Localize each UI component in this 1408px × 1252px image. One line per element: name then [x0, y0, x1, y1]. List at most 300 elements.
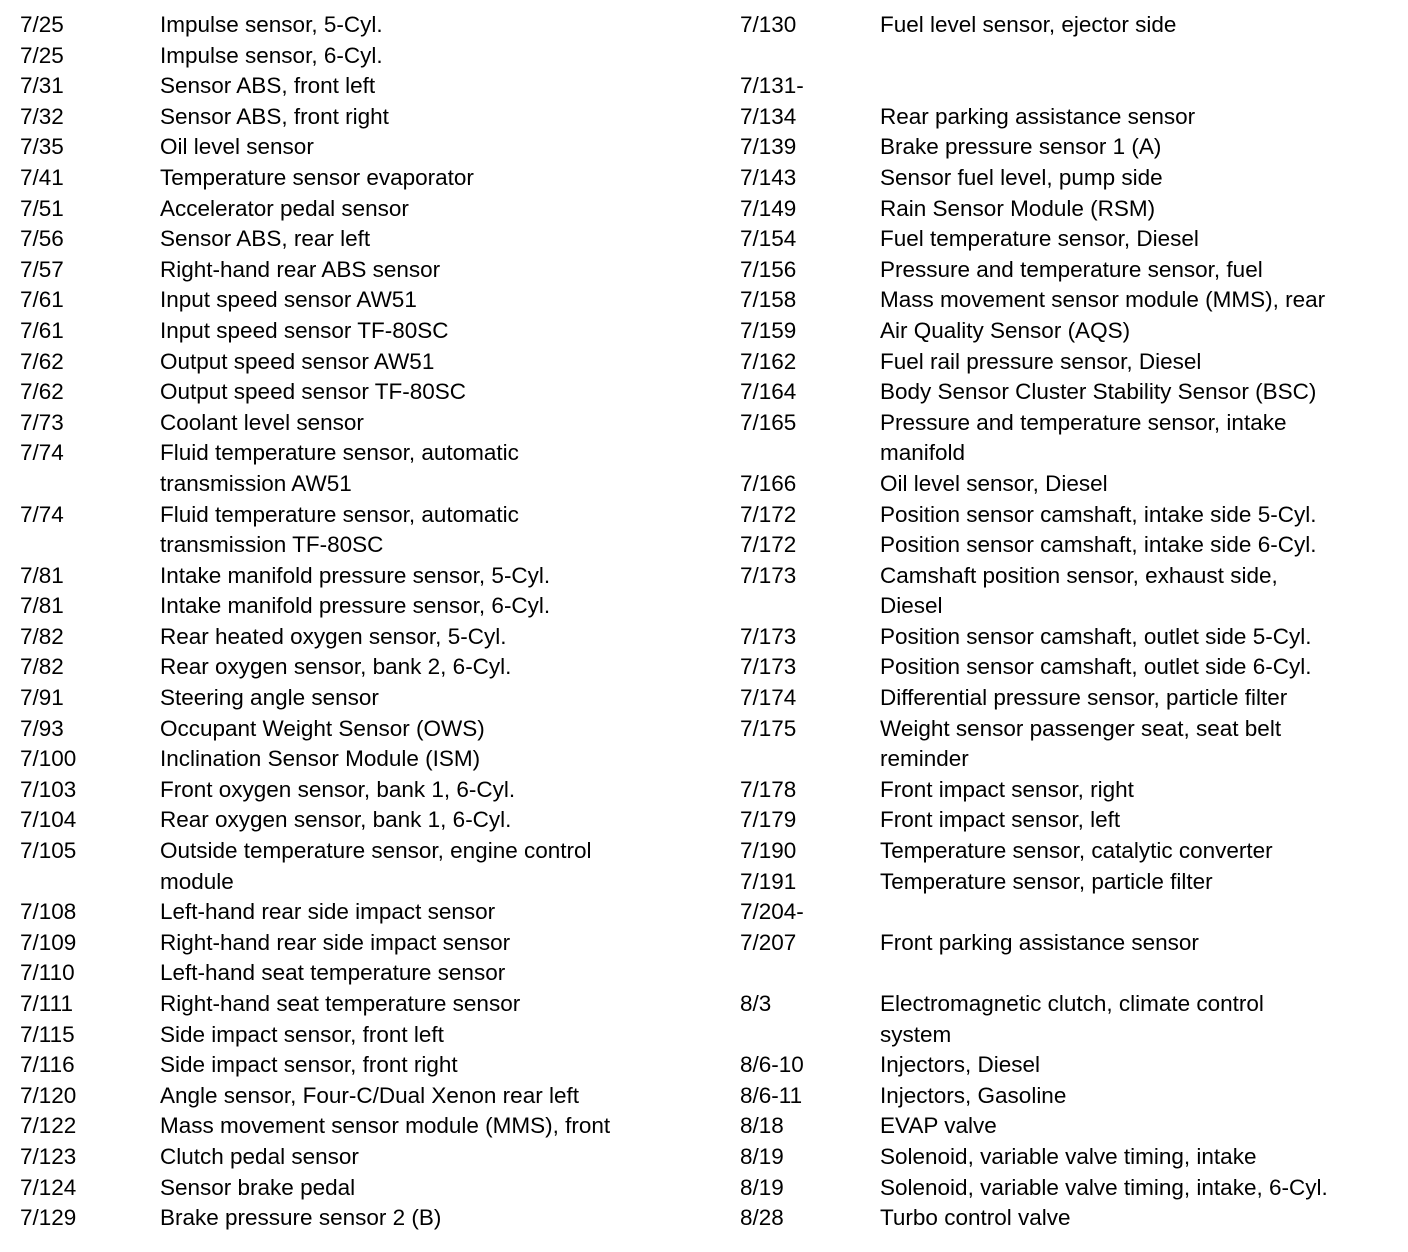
- description-line: Output speed sensor TF-80SC: [160, 379, 466, 405]
- list-item: [740, 102, 1400, 133]
- description-line: Accelerator pedal sensor: [160, 195, 409, 221]
- description-line: Coolant level sensor: [160, 409, 364, 435]
- component-description: [880, 194, 1400, 225]
- description-line: Sensor ABS, front left: [160, 73, 376, 99]
- description-line: Rear parking assistance sensor: [880, 103, 1196, 129]
- component-code: 7/82: [20, 654, 64, 680]
- component-description: [160, 683, 720, 714]
- component-code: 7/116: [20, 1052, 75, 1078]
- component-description: [160, 714, 720, 745]
- list-item: [740, 958, 1400, 989]
- component-description: [880, 224, 1400, 255]
- component-description: [160, 1173, 720, 1204]
- component-code: 8/3: [740, 991, 772, 1016]
- component-description: [160, 1020, 720, 1051]
- component-description: [160, 438, 720, 499]
- description-line: Rear oxygen sensor, bank 1, 6-Cyl.: [160, 807, 512, 833]
- component-description: [880, 132, 1400, 163]
- list-item: [20, 591, 720, 622]
- list-item: [20, 1173, 720, 1204]
- description-line: transmission TF-80SC: [160, 532, 384, 558]
- list-item: [20, 316, 720, 347]
- description-line: Air Quality Sensor (AQS): [880, 317, 1131, 343]
- component-code: 7/93: [20, 715, 64, 741]
- description-line: Injectors, Gasoline: [880, 1082, 1067, 1108]
- component-description: [880, 989, 1400, 1050]
- component-description: [160, 744, 720, 775]
- component-description: [160, 377, 720, 408]
- list-item: [740, 561, 1400, 622]
- list-item: [20, 285, 720, 316]
- list-item: [740, 224, 1400, 255]
- component-code: [740, 958, 880, 989]
- description-line: Sensor brake pedal: [160, 1174, 356, 1200]
- component-description: [160, 71, 720, 102]
- component-code: 7/174: [740, 685, 797, 711]
- description-line: Input speed sensor AW51: [160, 287, 417, 313]
- list-item: [20, 775, 720, 806]
- description-line: Fuel temperature sensor, Diesel: [880, 226, 1199, 252]
- list-item: [20, 561, 720, 592]
- list-item: [20, 1203, 720, 1234]
- list-item: [740, 530, 1400, 561]
- component-description: [160, 1111, 720, 1142]
- component-code: 7/91: [20, 685, 64, 711]
- description-line: [880, 897, 1400, 928]
- description-line: Fluid temperature sensor, automatic: [160, 440, 519, 466]
- component-description: [160, 1142, 720, 1173]
- list-item: [740, 897, 1400, 928]
- list-item: [20, 194, 720, 225]
- component-code: 8/19: [740, 1143, 784, 1169]
- component-code: 7/62: [20, 348, 64, 374]
- list-item: [20, 163, 720, 194]
- component-code: 7/173: [740, 562, 797, 588]
- description-line: Left-hand rear side impact sensor: [160, 899, 496, 925]
- list-item: [20, 224, 720, 255]
- list-item: [20, 10, 720, 41]
- component-description: [160, 622, 720, 653]
- component-code: 7/25: [20, 12, 64, 37]
- component-code: 7/139: [740, 134, 797, 160]
- component-description: [880, 714, 1400, 775]
- list-item: [20, 622, 720, 653]
- component-code: 7/81: [20, 562, 64, 588]
- description-line: Brake pressure sensor 1 (A): [880, 134, 1162, 160]
- list-item: [20, 408, 720, 439]
- list-item: [20, 958, 720, 989]
- description-line: Mass movement sensor module (MMS), front: [160, 1113, 611, 1139]
- description-line: Temperature sensor, particle filter: [880, 868, 1213, 894]
- list-item: [740, 1111, 1400, 1142]
- description-line: Angle sensor, Four-C/Dual Xenon rear left: [160, 1082, 579, 1108]
- description-line: Side impact sensor, front left: [160, 1021, 444, 1047]
- description-line: Position sensor camshaft, outlet side 6-Cyl.: [880, 654, 1312, 680]
- list-item: [740, 805, 1400, 836]
- component-description: [160, 41, 720, 72]
- description-line: Position sensor camshaft, outlet side 5-Cyl.: [880, 623, 1312, 649]
- description-line: manifold: [880, 440, 966, 466]
- list-item: [20, 132, 720, 163]
- component-description: [880, 928, 1400, 959]
- description-line: Electromagnetic clutch, climate control: [880, 991, 1264, 1016]
- left-column: [20, 10, 720, 1234]
- component-description: [160, 928, 720, 959]
- component-description: [160, 10, 720, 41]
- component-code: 8/18: [740, 1113, 784, 1139]
- component-description: [880, 805, 1400, 836]
- list-item: [740, 683, 1400, 714]
- description-line: Occupant Weight Sensor (OWS): [160, 715, 485, 741]
- component-code: 8/19: [740, 1174, 784, 1200]
- description-line: Fuel level sensor, ejector side: [880, 12, 1177, 37]
- component-description: [160, 316, 720, 347]
- list-item: [20, 1020, 720, 1051]
- component-description: [880, 1050, 1400, 1081]
- list-item: [740, 41, 1400, 72]
- component-description: [880, 958, 1400, 989]
- description-line: Brake pressure sensor 2 (B): [160, 1205, 442, 1231]
- component-description: [880, 71, 1400, 102]
- description-line: Rear heated oxygen sensor, 5-Cyl.: [160, 623, 507, 649]
- component-code: 7/164: [740, 379, 797, 405]
- component-code: 7/158: [740, 287, 797, 313]
- list-item: [740, 255, 1400, 286]
- list-item: [740, 347, 1400, 378]
- description-line: Steering angle sensor: [160, 685, 379, 711]
- description-line: Rain Sensor Module (RSM): [880, 195, 1156, 221]
- component-description: [160, 775, 720, 806]
- component-description: [880, 1081, 1400, 1112]
- component-description: [160, 285, 720, 316]
- list-item: [740, 775, 1400, 806]
- description-line: Front parking assistance sensor: [880, 929, 1199, 955]
- list-item: [740, 1203, 1400, 1234]
- description-line: EVAP valve: [880, 1113, 997, 1139]
- description-line: Solenoid, variable valve timing, intake: [880, 1143, 1257, 1169]
- component-code: 7/162: [740, 348, 797, 374]
- component-code: 7/122: [20, 1113, 77, 1139]
- description-line: transmission AW51: [160, 470, 352, 496]
- description-line: Right-hand seat temperature sensor: [160, 991, 521, 1016]
- description-line: Left-hand seat temperature sensor: [160, 960, 506, 986]
- component-description: [160, 897, 720, 928]
- list-item: [740, 714, 1400, 775]
- list-item: [740, 1081, 1400, 1112]
- description-line: Solenoid, variable valve timing, intake, 6-Cyl.: [880, 1174, 1328, 1200]
- description-line: Right-hand rear ABS sensor: [160, 256, 441, 282]
- component-description: [160, 408, 720, 439]
- component-description: [880, 316, 1400, 347]
- component-code: 7/134: [740, 103, 797, 129]
- description-line: Diesel: [880, 593, 943, 619]
- component-description: [880, 347, 1400, 378]
- component-description: [160, 500, 720, 561]
- component-description: [880, 775, 1400, 806]
- component-description: [160, 1050, 720, 1081]
- list-item: [20, 989, 720, 1020]
- component-description: [880, 897, 1400, 928]
- component-description: [160, 132, 720, 163]
- description-line: Camshaft position sensor, exhaust side,: [880, 562, 1278, 588]
- component-code: 7/111: [20, 991, 73, 1016]
- component-description: [160, 561, 720, 592]
- list-item: [740, 10, 1400, 41]
- description-line: Clutch pedal sensor: [160, 1143, 359, 1169]
- description-line: Side impact sensor, front right: [160, 1052, 458, 1078]
- component-code: 7/115: [20, 1021, 75, 1047]
- list-item: [740, 867, 1400, 898]
- component-description: [880, 867, 1400, 898]
- component-code: 7/143: [740, 164, 797, 190]
- component-code: 7/172: [740, 501, 797, 527]
- description-line: Rear oxygen sensor, bank 2, 6-Cyl.: [160, 654, 512, 680]
- component-description: [880, 41, 1400, 72]
- component-code: 7/51: [20, 195, 64, 221]
- component-code: 7/179: [740, 807, 797, 833]
- description-line: Mass movement sensor module (MMS), rear: [880, 287, 1326, 313]
- list-item: [740, 316, 1400, 347]
- component-code: 7/172: [740, 532, 797, 558]
- component-description: [880, 683, 1400, 714]
- component-code: 8/6-10: [740, 1052, 804, 1078]
- component-description: [160, 989, 720, 1020]
- list-item: [740, 652, 1400, 683]
- component-description: [160, 958, 720, 989]
- component-code: 7/35: [20, 134, 64, 160]
- description-line: Sensor ABS, rear left: [160, 226, 371, 252]
- description-line: Impulse sensor, 6-Cyl.: [160, 42, 383, 68]
- list-item: [20, 683, 720, 714]
- list-item: [20, 438, 720, 499]
- list-item: [740, 132, 1400, 163]
- description-line: Oil level sensor, Diesel: [880, 470, 1108, 496]
- description-line: Temperature sensor, catalytic converter: [880, 838, 1273, 864]
- component-code: 7/105: [20, 838, 77, 864]
- description-line: Fuel rail pressure sensor, Diesel: [880, 348, 1202, 374]
- component-code: [740, 41, 880, 72]
- component-code: 8/6-11: [740, 1082, 803, 1108]
- component-code: 7/178: [740, 776, 797, 802]
- component-description: [160, 255, 720, 286]
- component-code: 7/73: [20, 409, 64, 435]
- component-code: 7/173: [740, 654, 797, 680]
- component-description: [880, 1173, 1400, 1204]
- component-description: [160, 1203, 720, 1234]
- component-code: 7/56: [20, 226, 64, 252]
- description-line: reminder: [880, 746, 969, 772]
- component-description: [160, 836, 720, 897]
- list-item: [740, 928, 1400, 959]
- component-code: 7/62: [20, 379, 64, 405]
- description-line: Fluid temperature sensor, automatic: [160, 501, 519, 527]
- component-description: [880, 836, 1400, 867]
- list-item: [20, 744, 720, 775]
- component-code: 7/109: [20, 929, 77, 955]
- component-description: [880, 255, 1400, 286]
- description-line: Oil level sensor: [160, 134, 314, 160]
- description-line: [880, 41, 1400, 72]
- description-line: Turbo control valve: [880, 1205, 1071, 1231]
- component-code: 7/154: [740, 226, 797, 252]
- list-item: [740, 163, 1400, 194]
- list-item: [20, 652, 720, 683]
- list-item: [740, 285, 1400, 316]
- component-code: 7/61: [20, 287, 64, 313]
- component-description: [880, 377, 1400, 408]
- component-description: [880, 10, 1400, 41]
- description-line: Right-hand rear side impact sensor: [160, 929, 511, 955]
- component-description: [880, 469, 1400, 500]
- description-line: Temperature sensor evaporator: [160, 164, 474, 190]
- list-item: [740, 408, 1400, 469]
- component-code: 7/129: [20, 1205, 77, 1231]
- component-code: 7/103: [20, 776, 77, 802]
- list-item: [20, 714, 720, 745]
- list-item: [20, 377, 720, 408]
- component-code: 7/25: [20, 42, 64, 68]
- description-line: Impulse sensor, 5-Cyl.: [160, 12, 383, 37]
- list-item: [20, 71, 720, 102]
- description-line: Front impact sensor, left: [880, 807, 1121, 833]
- component-code: 7/165: [740, 409, 797, 435]
- description-line: Outside temperature sensor, engine control: [160, 838, 592, 864]
- component-code: 7/61: [20, 317, 64, 343]
- component-code: 7/82: [20, 623, 64, 649]
- description-line: Sensor ABS, front right: [160, 103, 389, 129]
- list-item: [20, 255, 720, 286]
- component-code: 7/123: [20, 1143, 77, 1169]
- list-item: [20, 1050, 720, 1081]
- component-description: [880, 1203, 1400, 1234]
- description-line: [880, 71, 1400, 102]
- component-code: 7/175: [740, 715, 797, 741]
- component-description: [880, 561, 1400, 622]
- list-item: [20, 41, 720, 72]
- component-code: 7/74: [20, 501, 64, 527]
- component-code: 7/110: [20, 960, 75, 986]
- list-item: [20, 897, 720, 928]
- component-description: [880, 622, 1400, 653]
- component-code: 7/100: [20, 746, 77, 772]
- list-item: [740, 71, 1400, 102]
- component-description: [880, 652, 1400, 683]
- list-item: [20, 1111, 720, 1142]
- component-code: 7/156: [740, 256, 797, 282]
- description-line: Intake manifold pressure sensor, 6-Cyl.: [160, 593, 551, 619]
- component-code: 7/41: [20, 164, 64, 190]
- component-description: [880, 163, 1400, 194]
- component-description: [880, 102, 1400, 133]
- list-item: [20, 836, 720, 897]
- list-item: [20, 805, 720, 836]
- component-code: 7/130: [740, 12, 797, 37]
- component-code: 7/131-: [740, 73, 804, 99]
- list-item: [20, 347, 720, 378]
- list-item: [740, 622, 1400, 653]
- list-item: [740, 1173, 1400, 1204]
- component-description: [160, 591, 720, 622]
- list-item: [740, 836, 1400, 867]
- component-description: [880, 530, 1400, 561]
- list-item: [740, 377, 1400, 408]
- component-description: [880, 1111, 1400, 1142]
- list-item: [20, 1081, 720, 1112]
- description-line: Body Sensor Cluster Stability Sensor (BSC): [880, 379, 1317, 405]
- list-item: [20, 102, 720, 133]
- component-code: 7/104: [20, 807, 77, 833]
- right-column: [740, 10, 1400, 1234]
- description-line: Pressure and temperature sensor, fuel: [880, 256, 1263, 282]
- component-code: 7/81: [20, 593, 64, 619]
- description-line: Input speed sensor TF-80SC: [160, 317, 449, 343]
- component-code: 7/191: [740, 868, 797, 894]
- component-code: 7/159: [740, 317, 797, 343]
- list-item: [740, 500, 1400, 531]
- list-item: [740, 989, 1400, 1050]
- component-code: 7/124: [20, 1174, 77, 1200]
- description-line: Sensor fuel level, pump side: [880, 164, 1163, 190]
- description-line: Differential pressure sensor, particle filter: [880, 685, 1288, 711]
- component-code: 7/57: [20, 256, 64, 282]
- description-line: Injectors, Diesel: [880, 1052, 1041, 1078]
- description-line: module: [160, 868, 234, 894]
- description-line: Intake manifold pressure sensor, 5-Cyl.: [160, 562, 551, 588]
- list-item: [740, 1142, 1400, 1173]
- list-item: [20, 1142, 720, 1173]
- description-line: Front oxygen sensor, bank 1, 6-Cyl.: [160, 776, 516, 802]
- component-code: 7/108: [20, 899, 77, 925]
- list-item: [20, 928, 720, 959]
- component-description: [160, 347, 720, 378]
- component-description: [160, 102, 720, 133]
- component-code: 7/173: [740, 623, 797, 649]
- component-code: 7/204-: [740, 899, 804, 925]
- list-item: [740, 1050, 1400, 1081]
- description-line: Position sensor camshaft, intake side 5-Cyl.: [880, 501, 1317, 527]
- description-line: Output speed sensor AW51: [160, 348, 435, 374]
- description-line: Pressure and temperature sensor, intake: [880, 409, 1287, 435]
- component-code: 7/207: [740, 929, 797, 955]
- component-code: 7/31: [20, 73, 64, 99]
- component-description: [160, 652, 720, 683]
- component-code: 7/149: [740, 195, 797, 221]
- component-description: [160, 224, 720, 255]
- component-code: 7/32: [20, 103, 64, 129]
- list-item: [20, 500, 720, 561]
- component-description: [160, 163, 720, 194]
- component-code: 7/190: [740, 838, 797, 864]
- description-line: [880, 958, 1400, 989]
- component-description: [880, 500, 1400, 531]
- description-line: Weight sensor passenger seat, seat belt: [880, 715, 1282, 741]
- component-code: 7/166: [740, 470, 797, 496]
- description-line: Position sensor camshaft, intake side 6-Cyl.: [880, 532, 1317, 558]
- description-line: Inclination Sensor Module (ISM): [160, 746, 481, 772]
- component-description: [160, 1081, 720, 1112]
- description-line: Front impact sensor, right: [880, 776, 1134, 802]
- component-description: [880, 408, 1400, 469]
- component-description: [160, 194, 720, 225]
- component-code: 8/28: [740, 1205, 784, 1231]
- list-item: [740, 194, 1400, 225]
- component-description: [880, 285, 1400, 316]
- component-code: 7/74: [20, 440, 64, 466]
- component-code: 7/120: [20, 1082, 77, 1108]
- component-description: [880, 1142, 1400, 1173]
- description-line: system: [880, 1021, 952, 1047]
- list-item: [740, 469, 1400, 500]
